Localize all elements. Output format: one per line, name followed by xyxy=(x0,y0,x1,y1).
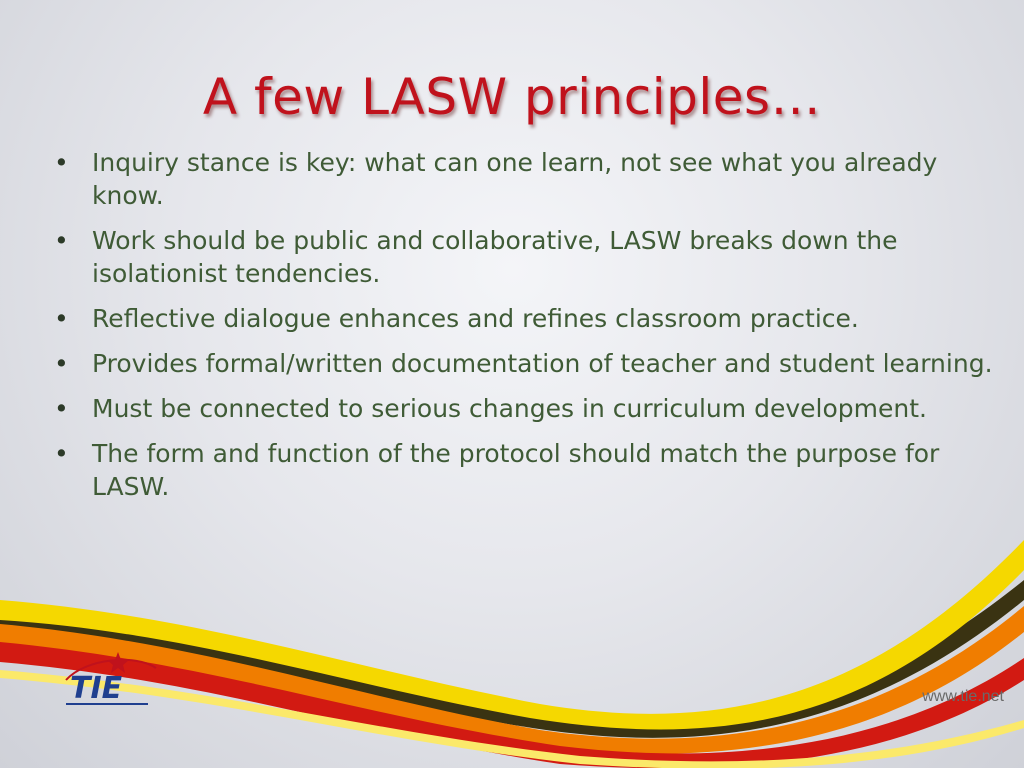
list-item xyxy=(52,392,997,425)
website-url: www.tie.net xyxy=(922,688,1004,705)
logo-text: TIE xyxy=(70,671,123,706)
bullet-point: • xyxy=(54,439,69,468)
tie-logo xyxy=(56,650,166,710)
bullet-text: Work should be public and collaborative, LASW breaks down the isolationist tendencies. xyxy=(92,226,898,288)
bullet-point: • xyxy=(54,349,69,378)
list-item xyxy=(52,146,997,212)
bullet-point: • xyxy=(54,226,69,255)
list-item xyxy=(52,437,997,503)
star-icon xyxy=(107,652,129,673)
slide-title: A few LASW principles… xyxy=(202,68,822,126)
bullet-text: Must be connected to serious changes in curriculum development. xyxy=(92,394,927,423)
bullet-point: • xyxy=(54,394,69,423)
list-item xyxy=(52,302,997,335)
bullet-list xyxy=(52,146,997,515)
tie-logo-icon xyxy=(56,650,166,710)
list-item xyxy=(52,224,997,290)
bullet-text: Inquiry stance is key: what can one learn, not see what you already know. xyxy=(92,148,938,210)
bullet-point: • xyxy=(54,304,69,333)
bullet-text: Reflective dialogue enhances and refines classroom practice. xyxy=(92,304,859,333)
bullet-text: The form and function of the protocol should match the purpose for LASW. xyxy=(92,439,940,501)
bullet-point: • xyxy=(54,148,69,177)
list-item xyxy=(52,347,997,380)
decorative-swoosh xyxy=(0,520,1024,768)
bullet-text: Provides formal/written documentation of teacher and student learning. xyxy=(92,349,993,378)
